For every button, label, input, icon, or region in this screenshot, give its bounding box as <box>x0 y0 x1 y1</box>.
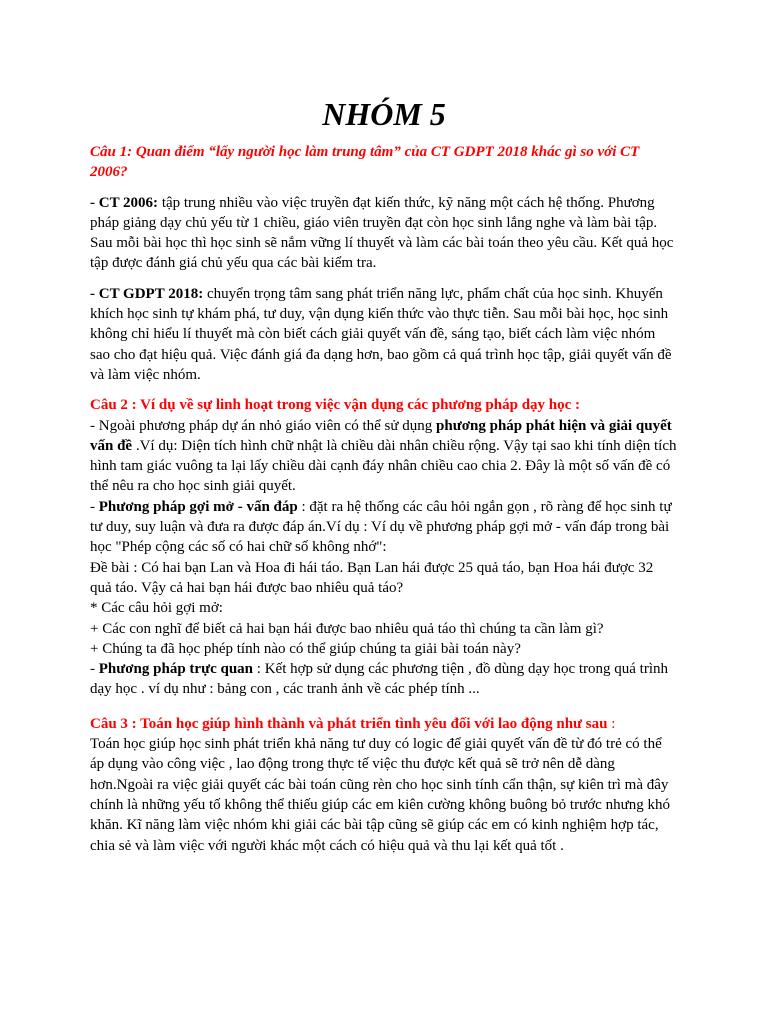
q2-b-text: : đặt ra hệ thống các câu hỏi ngắn gọn , rõ ràng để học sinh tự tư duy, suy luận và đưa ra được đáp án.Ví dụ : Ví dụ về phương pháp gợi mở - vấn đáp trong bài học "Phép cộng các số có hai chữ số không nhớ": <box>90 498 672 556</box>
question-3-heading-line <box>90 714 678 734</box>
q2-paragraph-problem-solving <box>90 416 678 497</box>
q1-label-ct2018: - CT GDPT 2018: <box>90 285 204 302</box>
q2-paragraph-visual <box>90 659 678 700</box>
q1-text-ct2018: chuyển trọng tâm sang phát triển năng lực, phẩm chất của học sinh. Khuyến khích học sinh tự khám phá, tư duy, vận dụng kiến thức vào thực tiễn. Sau mỗi bài học, học sinh không chỉ hiểu lí thuyết mà còn biết cách giải quyết vấn đề, sáng tạo, biết cách làm việc nhóm sao cho đạt hiệu quả. Việc đánh giá đa dạng hơn, bao gồm cả quá trình học tập, giải quyết vấn đề và làm việc nhóm. <box>90 285 672 383</box>
q2-b-prefix: - <box>90 498 99 515</box>
document-title: NHÓM 5 <box>322 96 446 132</box>
q2-questions-heading: * Các câu hỏi gợi mở: <box>90 600 223 617</box>
q2-a-text: .Ví dụ: Diện tích hình chữ nhật là chiều dài nhân chiều rộng. Vậy tại sao khi tính diện tích hình tam giác vuông ta lại lấy chiều dài cạnh đáy nhân chiều cao chia 2. Đây là một số vấn đề có thể nêu ra cho học sinh giải quyết. <box>90 437 677 495</box>
q3-body: Toán học giúp học sinh phát triển khả năng tư duy có logic để giải quyết vấn đề từ đó trẻ có thể áp dụng vào công việc , lao động trong thực tế việc thu được kết quả sẽ trở nên dễ dàng hơn.Ngoài ra việc giải quyết các bài toán cũng rèn cho học sinh tính cẩn thận, sự kiên trì mà đây chính là những yếu tố không thể thiếu giúp các em kiên cường không buông bỏ trước nhưng khó khăn. Kĩ năng làm việc nhóm khi giải các bài tập cũng sẽ giúp các em có kinh nghiệm hợp tác, chia sẻ và làm việc với người khác một cách có hiệu quả và thu lại kết quả tốt . <box>90 736 670 854</box>
q1-paragraph-ct2006 <box>90 193 678 274</box>
q2-question-line-2: + Chúng ta đã học phép tính nào có thể giúp chúng ta giải bài toán này? <box>90 640 521 657</box>
question-2-heading: Câu 2 : Ví dụ về sự linh hoạt trong việc vận dụng các phương pháp dạy học : <box>90 397 581 414</box>
q1-text-ct2006: tập trung nhiều vào việc truyền đạt kiến thức, kỹ năng một cách hệ thống. Phương pháp giảng dạy chủ yếu từ 1 chiều, giáo viên truyền đạt còn học sinh lắng nghe và làm bài tập. Sau mỗi bài học thì học sinh sẽ nắm vững lí thuyết và làm các bài toán theo yêu cầu. Kết quả học tập được đánh giá chủ yếu qua các bài kiểm tra. <box>90 194 674 272</box>
question-1-heading: Câu 1: Quan điểm “lấy người học làm trung tâm” của CT GDPT 2018 khác gì so với CT 2006? <box>90 144 640 181</box>
q2-paragraph-suggestive <box>90 497 678 558</box>
q2-question-line-1: + Các con nghĩ để biết cả hai bạn hái được bao nhiêu quả táo thì chúng ta cần làm gì? <box>90 620 604 637</box>
question-3-heading-colon: : <box>607 715 616 732</box>
q2-c-text: : Kết hợp sử dụng các phương tiện , đồ dùng dạy học trong quá trình dạy học . ví dụ như : bảng con , các tranh ảnh về các phép tính ... <box>90 661 668 698</box>
q2-b-method: Phương pháp gợi mở - vấn đáp <box>98 498 298 515</box>
q2-a-method: phương pháp phát hiện và giải quyết vấn đề <box>90 417 672 454</box>
q2-c-method: Phương pháp trực quan <box>98 661 254 678</box>
question-3-heading: Câu 3 : Toán học giúp hình thành và phát triển tình yêu đối với lao động như sau <box>90 715 608 732</box>
document-page <box>90 92 678 856</box>
q1-label-ct2006: - CT 2006: <box>90 194 159 211</box>
q2-c-prefix: - <box>90 661 99 678</box>
q2-a-prefix: - Ngoài phương pháp dự án nhỏ giáo viên có thể sử dụng <box>90 417 437 434</box>
q2-problem-line: Đề bài : Có hai bạn Lan và Hoa đi hái táo. Bạn Lan hái được 25 quả táo, bạn Hoa hái được 32 quả táo. Vậy cả hai bạn hái được bao nhiêu quả táo? <box>90 559 654 596</box>
q1-paragraph-ct2018 <box>90 284 678 385</box>
